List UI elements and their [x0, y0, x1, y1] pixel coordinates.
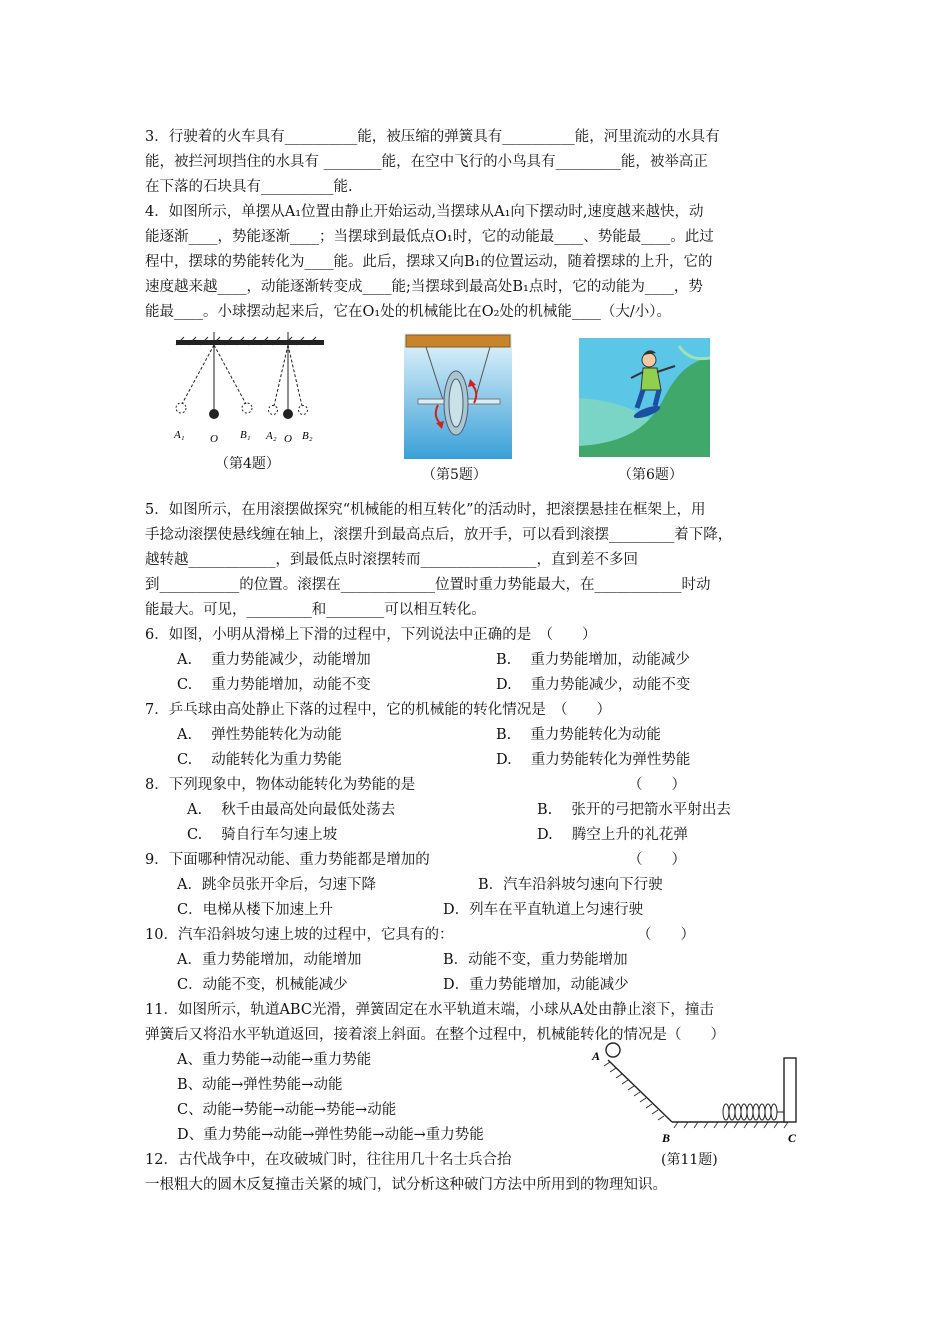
q5-line-4: 到___________的位置。滚摆在_____________位置时重力势能最大，在____________时动 [145, 577, 711, 593]
label-a: A [592, 1049, 601, 1063]
fig5-caption: （第5题） [422, 467, 487, 483]
q9-option-b: B．汽车沿斜坡匀速向下行驶 [478, 877, 663, 893]
q11-line-2: 弹簧后又将沿水平轨道返回，接着滚上斜面。在整个过程中，机械能转化的情况是（ ） [145, 1027, 725, 1043]
q10-option-b: B．动能不变，重力势能增加 [443, 952, 628, 968]
q11-option-d: D、重力势能→动能→弹性势能→动能→重力势能 [177, 1127, 484, 1143]
q6-option-a: A. 重力势能减少，动能增加 [177, 652, 371, 668]
q4-line-1: 4．如图所示，单摆从A₁位置由静止开始运动,当摆球从A₁向下摆动时,速度越来越快，动 [145, 204, 704, 220]
label-a2: A₂ [266, 430, 277, 442]
fig4-caption: （第4题） [215, 456, 280, 472]
q5-line-5: 能最大。可见，_________和________可以相互转化。 [145, 602, 486, 618]
q6-stem: 6．如图，小明从滑梯上下滑的过程中，下列说法中正确的是 （ ） [145, 627, 597, 643]
q9-answer-paren: （ ） [628, 852, 686, 868]
q4-line-5: 能最____。小球摆动起来后，它在O₁处的机械能比在O₂处的机械能____（大/小）。 [145, 304, 672, 320]
q11-option-a: A、重力势能→动能→重力势能 [177, 1052, 372, 1068]
q10-option-c: C．动能不变，机械能减少 [177, 977, 348, 993]
q10-option-d: D．重力势能增加，动能减少 [443, 977, 629, 993]
label-a1: A₁ [174, 429, 185, 441]
label-b2: B₂ [302, 430, 313, 442]
fig11-caption: (第11题) [661, 1152, 718, 1168]
label-o1: O [210, 433, 218, 445]
label-c: C [788, 1131, 797, 1145]
q11-line-1: 11．如图所示，轨道ABC光滑，弹簧固定在水平轨道末端，小球从A处由静止滚下，撞击 [145, 1002, 714, 1018]
q7-option-c: C. 动能转化为重力势能 [177, 752, 342, 768]
q8-option-b: B. 张开的弓把箭水平射出去 [537, 802, 731, 818]
q5-line-2: 手捻动滚摆使悬线缠在轴上，滚摆升到最高点后，放开手，可以看到滚摆_________着下降， [145, 527, 733, 543]
q8-answer-paren: （ ） [628, 777, 686, 793]
q12-line-2: 一根粗大的圆木反复撞击关紧的城门，试分析这种破门方法中所用到的物理知识。 [145, 1177, 667, 1193]
q9-stem: 9．下面哪种情况动能、重力势能都是增加的 [145, 852, 430, 868]
q7-option-d: D. 重力势能转化为弹性势能 [496, 752, 691, 768]
q8-option-a: A. 秋千由最高处向最低处荡去 [187, 802, 396, 818]
q7-option-a: A. 弹性势能转化为动能 [177, 727, 342, 743]
q7-option-b: B. 重力势能转化为动能 [496, 727, 661, 743]
q10-stem: 10．汽车沿斜坡匀速上坡的过程中，它具有的： [145, 927, 454, 943]
q8-stem: 8．下列现象中，物体动能转化为势能的是 [145, 777, 416, 793]
q4-line-3: 程中，摆球的势能转化为____能。此后，摆球又向B₁的位置运动，随着摆球的上升，它的 [145, 254, 713, 270]
q5-line-3: 越转越____________，到最低点时滚摆转而________________，直到差不多回 [145, 552, 638, 568]
pendulum-figure [170, 322, 330, 447]
q11-option-b: B、动能→弹性势能→动能 [177, 1077, 343, 1093]
q3-line-2: 能，被拦河坝挡住的水具有 ________能，在空中飞行的小鸟具有_________能，被举高正 [145, 154, 708, 170]
q4-line-4: 速度越来越____，动能逐渐转变成____能;当摆球到最高处B₁点时，它的动能为____，势 [145, 279, 703, 295]
q9-option-a: A．跳伞员张开伞后，匀速下降 [177, 877, 376, 893]
q6-option-b: B. 重力势能增加，动能减少 [496, 652, 690, 668]
label-b1: B₁ [240, 429, 251, 441]
q9-option-d: D．列车在平直轨道上匀速行驶 [443, 902, 644, 918]
label-o2: O [284, 433, 292, 445]
q9-option-c: C．电梯从楼下加速上升 [177, 902, 334, 918]
q6-option-c: C. 重力势能增加，动能不变 [177, 677, 371, 693]
slide-figure [579, 338, 710, 457]
label-b: B [662, 1131, 671, 1145]
q8-option-c: C. 骑自行车匀速上坡 [187, 827, 338, 843]
q10-answer-paren: （ ） [637, 927, 695, 943]
q4-line-2: 能逐渐____，势能逐渐____；当摆球到最低点O₁时，它的动能最____、势能最____。此过 [145, 229, 714, 245]
q6-option-d: D. 重力势能减少，动能不变 [496, 677, 691, 693]
maxwell-wheel-figure [404, 333, 512, 459]
q10-option-a: A．重力势能增加，动能增加 [177, 952, 362, 968]
q3-line-1: 3．行驶着的火车具有__________能，被压缩的弹簧具有__________能，河里流动的水具有 [145, 129, 720, 145]
fig6-caption: （第6题） [618, 467, 683, 483]
q3-line-3: 在下落的石块具有__________能. [145, 179, 353, 195]
q5-line-1: 5．如图所示，在用滚摆做探究“机械能的相互转化”的活动时，把滚摆悬挂在框架上，用 [145, 502, 706, 518]
q12-line-1: 12．古代战争中，在攻破城门时，往往用几十名士兵合抬 [145, 1152, 512, 1168]
q8-option-d: D. 腾空上升的礼花弹 [537, 827, 688, 843]
q11-option-c: C、动能→势能→动能→势能→动能 [177, 1102, 397, 1118]
q7-stem: 7．乒乓球由高处静止下落的过程中，它的机械能的转化情况是 （ ） [145, 702, 611, 718]
track-spring-figure [588, 1040, 808, 1148]
